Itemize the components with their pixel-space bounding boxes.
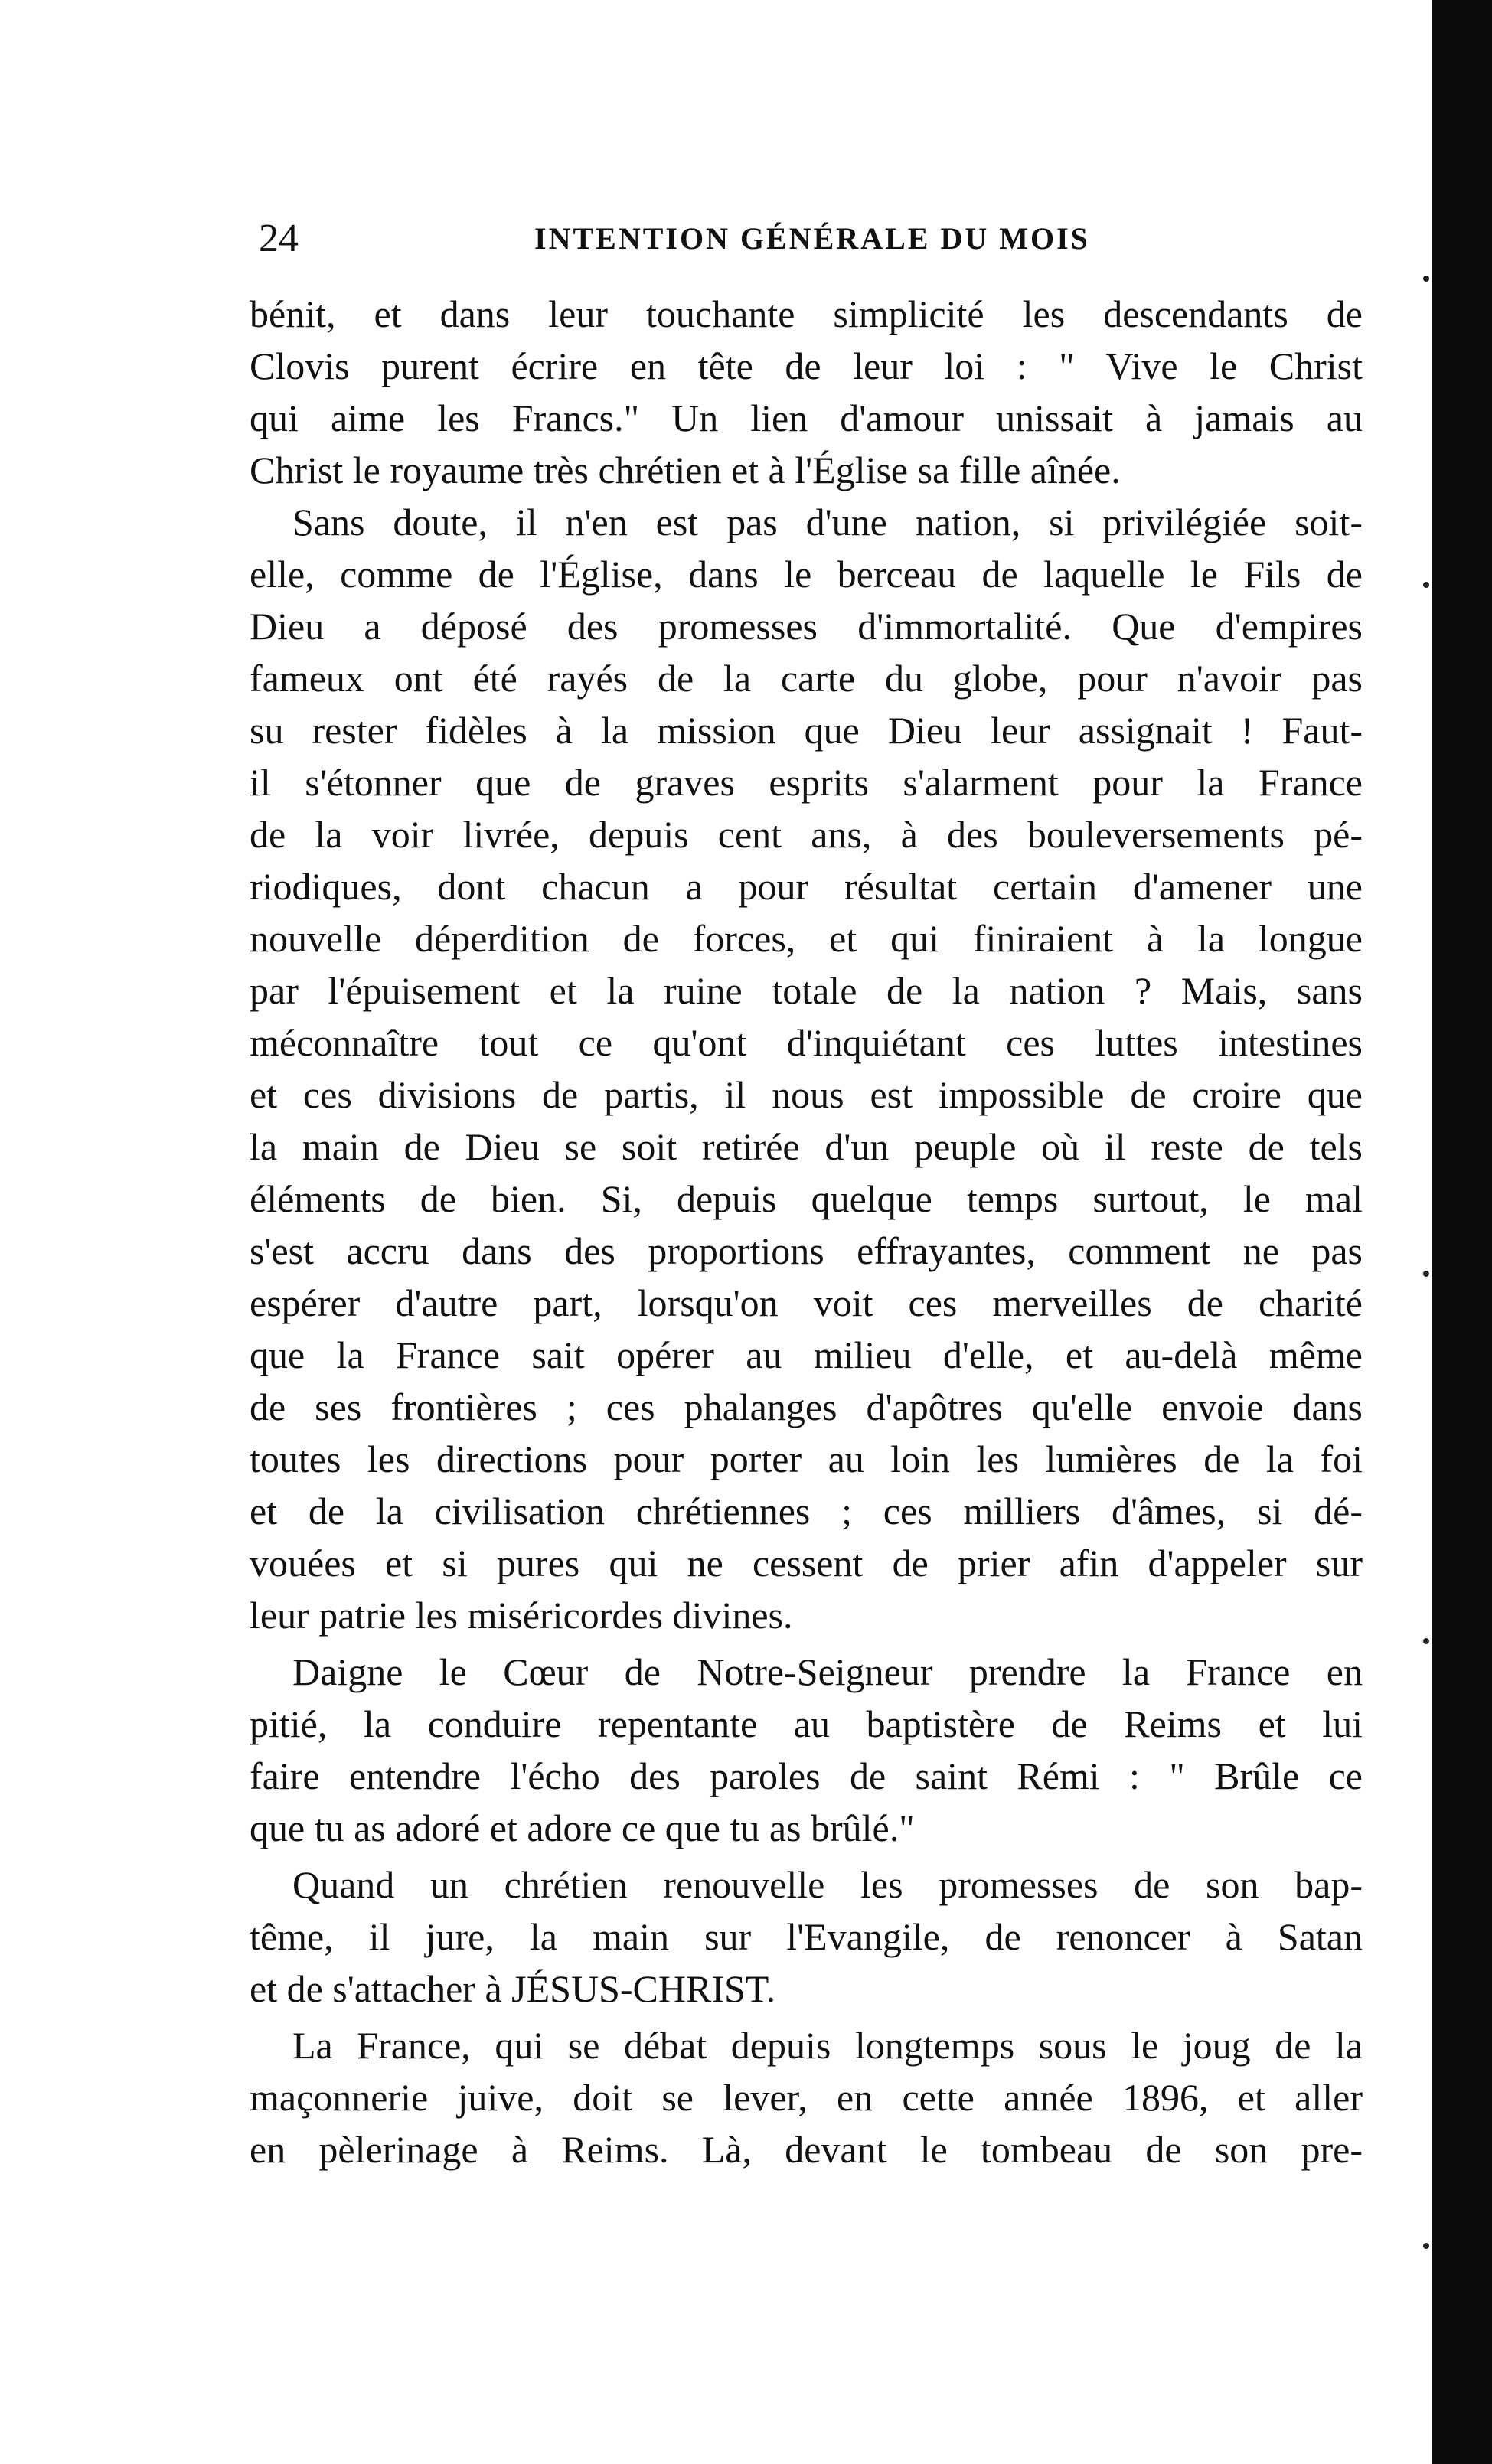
scan-speck [1423,1271,1429,1277]
text-line: Daigne le Cœur de Notre-Seigneur prendre la France en [292,1650,1363,1693]
text-line: éléments de bien. Si, depuis quelque temps surtout, le mal [250,1177,1363,1220]
text-line: Clovis purent écrire en tête de leur loi : " Vive le Christ [250,344,1363,387]
text-line: vouées et si pures qui ne cessent de prier afin d'appeler sur [250,1542,1363,1584]
text-line: la main de Dieu se soit retirée d'un peuple où il reste de tels [250,1125,1363,1168]
text-line: La France, qui se débat depuis longtemps sous le joug de la [292,2024,1363,2067]
text-line: elle, comme de l'Église, dans le berceau de laquelle le Fils de [250,553,1363,596]
text-line: en pèlerinage à Reims. Là, devant le tombeau de son pre- [250,2128,1363,2171]
text-line: tême, il jure, la main sur l'Evangile, de renoncer à Satan [250,1915,1363,1958]
text-line: et de la civilisation chrétiennes ; ces milliers d'âmes, si dé- [250,1490,1363,1532]
text-line: que la France sait opérer au milieu d'elle, et au-delà même [250,1333,1363,1376]
scan-edge-shadow [1432,0,1492,2464]
text-line: maçonnerie juive, doit se lever, en cette année 1896, et aller [250,2076,1363,2119]
text-line: bénit, et dans leur touchante simplicité les descendants de [250,292,1363,335]
text-line: Quand un chrétien renouvelle les promesses de son bap- [292,1863,1363,1906]
running-title: INTENTION GÉNÉRALE DU MOIS [534,221,1090,256]
text-line: et ces divisions de partis, il nous est impossible de croire que [250,1073,1363,1116]
text-line: Sans doute, il n'en est pas d'une nation, si privilégiée soit- [292,501,1363,543]
text-line: s'est accru dans des proportions effrayantes, comment ne pas [250,1229,1363,1272]
scan-speck [1423,2243,1429,2249]
text-line: espérer d'autre part, lorsqu'on voit ces merveilles de charité [250,1281,1363,1324]
page-number: 24 [259,217,299,260]
text-line: et de s'attacher à JÉSUS-CHRIST. [250,1967,776,2010]
text-line: par l'épuisement et la ruine totale de la nation ? Mais, sans [250,969,1363,1012]
scan-speck [1423,1638,1429,1644]
text-line: Dieu a déposé des promesses d'immortalité. Que d'empires [250,605,1363,648]
paragraph [250,2019,1363,2175]
text-line: fameux ont été rayés de la carte du globe, pour n'avoir pas [250,657,1363,700]
text-line: nouvelle déperdition de forces, et qui finiraient à la longue [250,917,1363,960]
text-line: faire entendre l'écho des paroles de saint Rémi : " Brûle ce [250,1754,1363,1797]
text-line: riodiques, dont chacun a pour résultat certain d'amener une [250,865,1363,908]
body-text [250,288,1363,2175]
text-line: de ses frontières ; ces phalanges d'apôtres qu'elle envoie dans [250,1385,1363,1428]
text-line: il s'étonner que de graves esprits s'alarment pour la France [250,761,1363,804]
scan-speck [1423,276,1429,282]
paragraph [250,496,1363,1641]
paragraph [250,1859,1363,2015]
text-line: Christ le royaume très chrétien et à l'Église sa fille aînée. [250,449,1121,491]
text-line: méconnaître tout ce qu'ont d'inquiétant ces luttes intestines [250,1021,1363,1064]
text-line: leur patrie les miséricordes divines. [250,1594,793,1637]
text-line: pitié, la conduire repentante au baptistère de Reims et lui [250,1702,1363,1745]
scan-speck [1423,582,1429,588]
text-line: su rester fidèles à la mission que Dieu leur assignait ! Faut- [250,709,1363,752]
paragraph [250,288,1363,496]
paragraph [250,1646,1363,1854]
running-head [259,208,1361,269]
text-line: de la voir livrée, depuis cent ans, à des bouleversements pé- [250,813,1363,856]
text-line: qui aime les Francs." Un lien d'amour unissait à jamais au [250,397,1363,439]
text-line: que tu as adoré et adore ce que tu as brûlé." [250,1806,915,1849]
text-line: toutes les directions pour porter au loin les lumières de la foi [250,1438,1363,1480]
